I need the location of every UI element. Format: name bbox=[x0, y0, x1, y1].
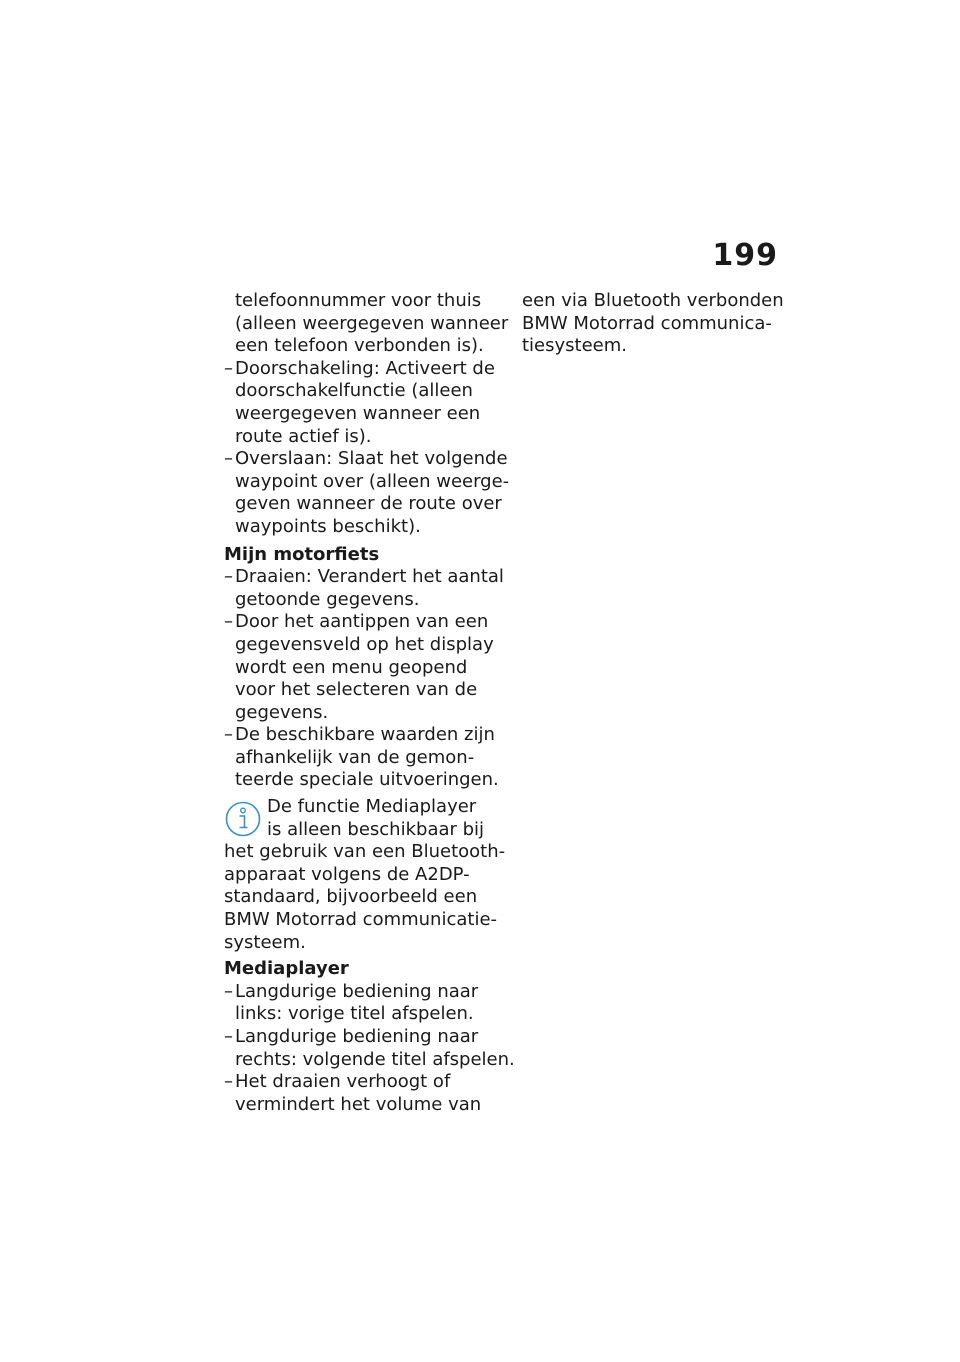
list-item bbox=[224, 358, 496, 448]
text-line: het gebruik van een Bluetooth- bbox=[224, 841, 506, 863]
list-dash: – bbox=[224, 1071, 233, 1093]
list-dash: – bbox=[224, 724, 233, 746]
text-line: gegevens. bbox=[235, 701, 329, 723]
text-line: standaard, bijvoorbeeld een bbox=[224, 886, 478, 908]
list-mediaplayer bbox=[224, 980, 515, 1117]
text-line: telefoonnummer voor thuis bbox=[235, 290, 482, 311]
text-line: Overslaan: Slaat het volgende bbox=[235, 448, 508, 470]
text-line: waypoints beschikt). bbox=[235, 515, 421, 537]
list-dash: – bbox=[224, 448, 233, 470]
list-doorschakeling bbox=[224, 357, 510, 539]
text-line: rechts: volgende titel afspelen. bbox=[235, 1048, 515, 1070]
page-number: 199 bbox=[712, 238, 778, 273]
list-dash: – bbox=[224, 1026, 233, 1047]
list-mijn-motorfiets bbox=[224, 566, 504, 792]
text-line: Langdurige bediening naar bbox=[235, 980, 479, 1002]
text-line: geven wanneer de route over bbox=[235, 493, 502, 515]
text-line: is alleen beschikbaar bij bbox=[267, 818, 485, 840]
list-item bbox=[224, 981, 496, 1026]
list-dash: – bbox=[224, 357, 233, 379]
text-line: Door het aantippen van een bbox=[235, 611, 489, 633]
text-line: Langdurige bediening naar bbox=[235, 1026, 479, 1047]
list-dash: – bbox=[224, 611, 233, 633]
list-item bbox=[224, 566, 504, 611]
text-line: systeem. bbox=[224, 931, 306, 953]
text-line: wordt een menu geopend bbox=[235, 656, 468, 678]
text-line: voor het selecteren van de bbox=[235, 679, 478, 701]
text-line: BMW Motorrad communicatie- bbox=[224, 909, 498, 931]
text-line: Doorschakeling: Activeert de bbox=[235, 357, 495, 379]
right-column bbox=[522, 290, 784, 358]
continued-paragraph bbox=[224, 290, 509, 358]
text-line: tiesysteem. bbox=[522, 335, 628, 357]
text-line: gegevensveld op het display bbox=[235, 633, 494, 655]
text-line: een via Bluetooth verbonden bbox=[522, 290, 784, 311]
text-line: getoonde gegevens. bbox=[235, 588, 420, 610]
text-line: links: vorige titel afspelen. bbox=[235, 1003, 474, 1025]
text-line: Het draaien verhoogt of bbox=[235, 1071, 451, 1093]
list-item bbox=[224, 1071, 496, 1116]
text-line: weergegeven wanneer een bbox=[235, 402, 481, 424]
left-column bbox=[224, 290, 515, 1116]
info-icon bbox=[224, 800, 262, 838]
text-line: teerde speciale uitvoeringen. bbox=[235, 769, 499, 791]
list-dash: – bbox=[224, 566, 233, 588]
info-note bbox=[224, 796, 506, 954]
text-line: waypoint over (alleen weerge- bbox=[235, 470, 510, 492]
list-item bbox=[224, 448, 510, 538]
list-dash: – bbox=[224, 980, 233, 1002]
text-line: apparaat volgens de A2DP- bbox=[224, 863, 470, 885]
list-item bbox=[224, 611, 496, 724]
text-line: Draaien: Verandert het aantal bbox=[235, 566, 504, 588]
text-line: (alleen weergegeven wanneer bbox=[235, 312, 509, 334]
text-line: afhankelijk van de gemon- bbox=[235, 746, 475, 768]
text-line: vermindert het volume van bbox=[235, 1093, 482, 1115]
text-line: BMW Motorrad communica- bbox=[522, 312, 772, 334]
list-item bbox=[224, 724, 499, 792]
list-item bbox=[224, 1026, 515, 1071]
section-heading-mediaplayer: Mediaplayer bbox=[224, 958, 349, 980]
text-line: De beschikbare waarden zijn bbox=[235, 724, 495, 746]
text-line: doorschakelfunctie (alleen bbox=[235, 380, 473, 402]
text-line: route actief is). bbox=[235, 425, 372, 447]
text-line: een telefoon verbonden is). bbox=[235, 335, 484, 357]
section-heading-mijn-motorfiets: Mijn motorfiets bbox=[224, 543, 380, 565]
text-line: De functie Mediaplayer bbox=[267, 796, 477, 818]
